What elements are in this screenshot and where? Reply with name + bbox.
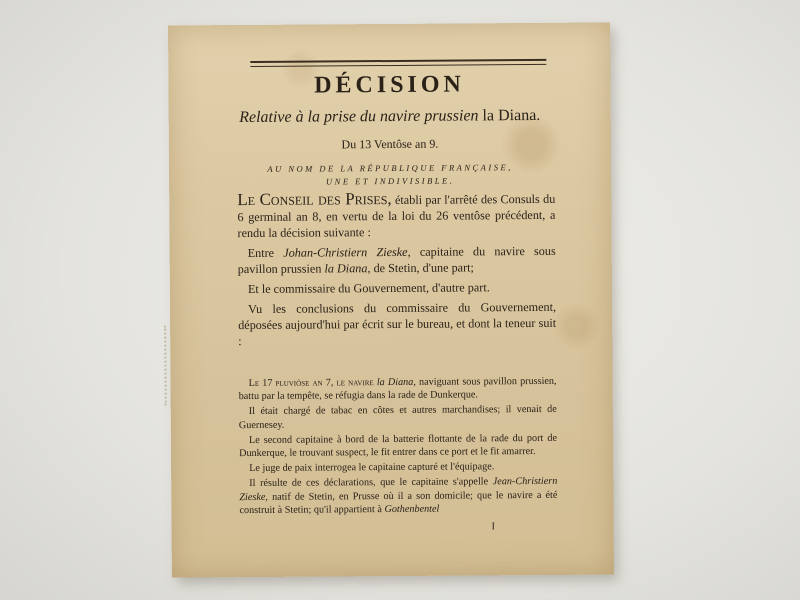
paragraph-9-place: Gothenbentel [384, 503, 440, 515]
ship-name: la Diana, [324, 261, 371, 276]
paragraph-1-dropcap: Le Conseil des Prises, [237, 188, 392, 210]
paragraph-5-a: Le 17 pluviôse an 7, le navire [248, 377, 374, 389]
paragraph-1 [237, 190, 555, 241]
document-subtitle [169, 106, 611, 127]
paragraph-9-b: natif de Stetin, en Prusse où il a son domicile; que le navire a été construit à Stetin; qu'il appartient à [239, 489, 558, 516]
captain-name: Johan-Christiern Zieske, [283, 244, 411, 260]
paragraph-4: Vu les conclusions du commissaire du Gouvernement, déposées aujourd'hui par écrit sur le bureau, et dont la teneur suit : [238, 299, 557, 349]
paragraph-2-b: capitaine du navire sous pavillon prussien [237, 243, 556, 277]
paragraph-3: Et le commissaire du Gouvernement, d'autre part. [247, 280, 490, 296]
paragraph-1-text: établi par l'arrêté des Consuls du 6 germinal an 8, en vertu de la loi du 26 ventôse précédent, a rendu la décision suivante : [237, 191, 556, 241]
subtitle-ship-name: la Diana. [482, 106, 541, 125]
paragraph-5-ship: la Diana, [376, 376, 416, 389]
republic-heading [169, 160, 611, 189]
paragraph-5-b: naviguant sous pavillon prussien, battu par la tempête, se réfugia dans la rade de Dunkerque. [238, 375, 557, 403]
republic-line-1: AU NOM DE LA RÉPUBLIQUE FRANÇAISE, [267, 162, 513, 174]
document-title: DÉCISION [314, 71, 465, 99]
paragraph-9 [239, 475, 557, 517]
document-body [237, 190, 556, 353]
republic-line-2: UNE ET INDIVISIBLE. [325, 175, 455, 187]
paragraph-5 [239, 375, 557, 404]
paragraph-8: Le juge de paix interrogea le capitaine capturé et l'équipage. [249, 461, 495, 475]
document-page [168, 22, 614, 577]
document-date: Du 13 Ventôse an 9. [341, 136, 439, 152]
paragraph-2-a: Entre [247, 245, 275, 260]
paragraph-2-c: de Stetin, d'une part; [373, 260, 474, 276]
conclusions-text [239, 375, 558, 519]
top-rule [250, 59, 546, 63]
paragraph-9-name: Jean-Christiern Zieske, [239, 476, 558, 503]
binding-edge [164, 326, 177, 406]
top-rule-thin [250, 64, 546, 67]
paragraph-7: Le second capitaine à bord de la batterie flottante de la rade du port de Dunkerque, le trouvant suspect, le fit entrer dans ce port et le fit amarrer. [239, 432, 558, 460]
paragraph-2 [238, 243, 556, 277]
paragraph-6: Il était chargé de tabac en côtes et autres marchandises; il venait de Guernesey. [238, 404, 557, 431]
paragraph-9-a: Il résulte de ces déclarations, que le capitaine s'appelle [249, 476, 489, 490]
subtitle-italic: Relative à la prise du navire prussien [239, 107, 479, 127]
page-number: I [491, 521, 495, 533]
